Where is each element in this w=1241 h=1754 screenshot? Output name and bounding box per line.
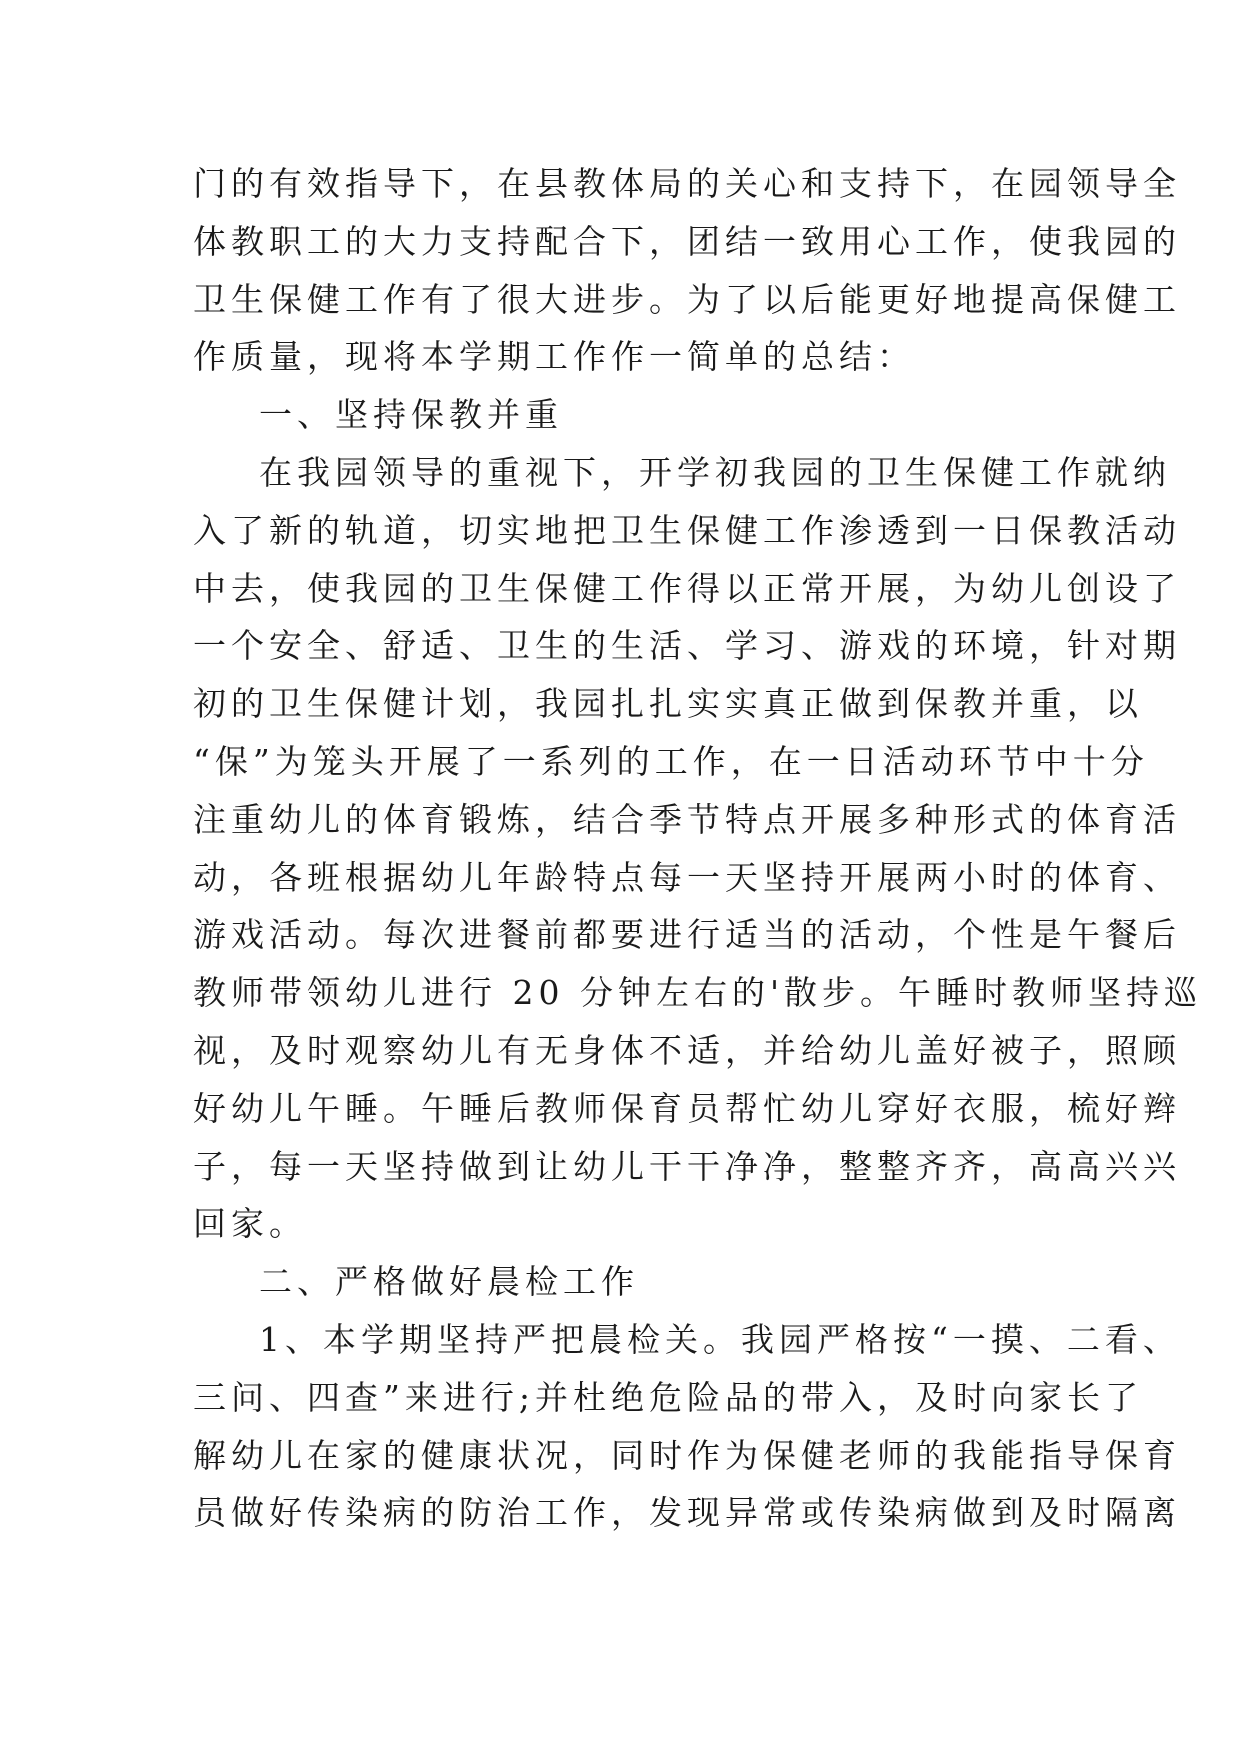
text-line: 一个安全、舒适、卫生的生活、学习、游戏的环境，针对期 [193, 626, 1181, 666]
text-line: 门的有效指导下，在县教体局的关心和支持下，在园领导全 [193, 164, 1181, 203]
document-body [193, 155, 1203, 1542]
text-line: 作质量，现将本学期工作作一简单的总结： [193, 337, 915, 377]
text-line: 员做好传染病的防治工作，发现异常或传染病做到及时隔离 [193, 1493, 1181, 1533]
text-line: 中去，使我园的卫生保健工作得以正常开展，为幼儿创设了 [193, 568, 1181, 608]
text-line: “保”为笼头开展了一系列的工作，在一日活动环节中十分 [193, 741, 1149, 781]
text-line: 初的卫生保健计划，我园扎扎实实真正做到保教并重，以 [193, 684, 1143, 724]
text-line: 三问、四查”来进行;并杜绝危险品的带入，及时向家长了 [193, 1377, 1143, 1417]
text-line: 游戏活动。每次进餐前都要进行适当的活动，个性是午餐后 [193, 915, 1181, 955]
text-line: 注重幼儿的体育锻炼，结合季节特点开展多种形式的体育活 [193, 799, 1181, 839]
section-heading: 一、坚持保教并重 [259, 395, 563, 435]
text-line: 子，每一天坚持做到让幼儿干干净净，整整齐齐，高高兴兴 [193, 1146, 1181, 1186]
text-line: 入了新的轨道，切实地把卫生保健工作渗透到一日保教活动 [193, 510, 1181, 550]
text-line: 解幼儿在家的健康状况，同时作为保健老师的我能指导保育 [193, 1435, 1181, 1475]
text-line: 在我园领导的重视下，开学初我园的卫生保健工作就纳 [259, 452, 1171, 492]
text-line: 体教职工的大力支持配合下，团结一致用心工作，使我园的 [193, 221, 1181, 261]
text-line: 视，及时观察幼儿有无身体不适，并给幼儿盖好被子，照顾 [193, 1030, 1181, 1070]
section-heading: 二、严格做好晨检工作 [259, 1262, 639, 1302]
text-line: 好幼儿午睡。午睡后教师保育员帮忙幼儿穿好衣服，梳好辫 [193, 1088, 1181, 1128]
text-line: 1、本学期坚持严把晨检关。我园严格按“一摸、二看、 [259, 1319, 1181, 1359]
text-line: 卫生保健工作有了很大进步。为了以后能更好地提高保健工 [193, 279, 1181, 319]
text-line: 动，各班根据幼儿年龄特点每一天坚持开展两小时的体育、 [193, 857, 1181, 897]
text-line: 回家。 [193, 1204, 307, 1244]
text-line: 教师带领幼儿进行 20 分钟左右的'散步。午睡时教师坚持巡 [193, 973, 1203, 1013]
